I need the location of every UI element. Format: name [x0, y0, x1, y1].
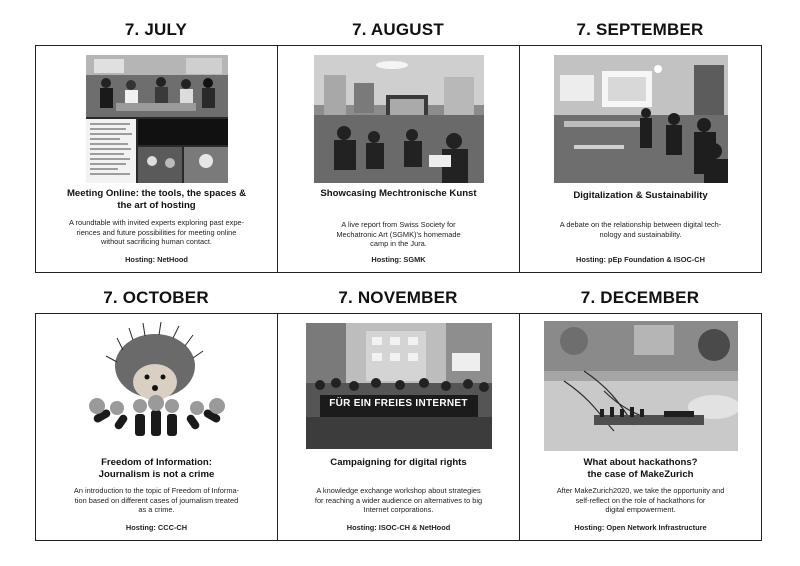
- event-hosting: Hosting: pEp Foundation & ISOC-CH: [576, 255, 705, 264]
- event-card-july: [35, 45, 278, 273]
- event-description: A knowledge exchange workshop about strategies for reaching a wider audience on alternatives to big Internet corporations.: [314, 486, 483, 515]
- event-hosting: Hosting: SGMK: [371, 255, 426, 264]
- event-card-december: [519, 313, 762, 541]
- banner-text: FÜR EIN FREIES INTERNET: [329, 398, 468, 409]
- event-description: An introduction to the topic of Freedom of Informa- tion based on different cases of journalism treated as a crime.: [73, 486, 240, 515]
- month-heading-november: 7. NOVEMBER: [338, 288, 458, 307]
- event-card-november: [277, 313, 520, 541]
- event-card-september: [519, 45, 762, 273]
- event-photo: [86, 55, 228, 183]
- event-hosting: Hosting: NetHood: [125, 255, 188, 264]
- event-description: After MakeZurich2020, we take the opportunity and self-reflect on the role of hackathons for digital empowerment.: [556, 486, 725, 515]
- event-title: Showcasing Mechtronische Kunst: [320, 188, 477, 199]
- event-description: A roundtable with invited experts exploring past expe- riences and future possibilities for meeting online without sacrificing human contact.: [68, 218, 244, 247]
- event-title: Digitalization & Sustainability: [573, 190, 708, 201]
- event-photo: [544, 321, 738, 451]
- event-title: Campaigning for digital rights: [330, 457, 467, 468]
- event-photo: [554, 55, 728, 183]
- event-hosting: Hosting: CCC-CH: [125, 523, 188, 532]
- event-photo: [314, 55, 484, 183]
- event-photo: [73, 320, 241, 452]
- month-heading-september: 7. SEPTEMBER: [576, 20, 704, 39]
- month-heading-october: 7. OCTOBER: [103, 288, 209, 307]
- event-description: A debate on the relationship between digital tech- nology and sustainability.: [559, 220, 722, 239]
- month-heading-july: 7. JULY: [124, 20, 188, 39]
- event-title: Freedom of Information: Journalism is not a crime: [98, 457, 215, 480]
- month-heading-december: 7. DECEMBER: [580, 288, 700, 307]
- month-heading-august: 7. AUGUST: [352, 20, 444, 39]
- event-description: A live report from Swiss Society for Mechatronic Art (SGMK)'s homemade camp in the Jura.: [336, 220, 461, 249]
- event-hosting: Hosting: Open Network Infrastructure: [574, 523, 707, 532]
- event-photo: [306, 323, 492, 449]
- event-title: Meeting Online: the tools, the spaces & the art of hosting: [66, 188, 247, 211]
- event-hosting: Hosting: ISOC-CH & NetHood: [346, 523, 451, 532]
- event-card-august: [277, 45, 520, 273]
- event-title: What about hackathons? the case of MakeZurich: [583, 457, 698, 480]
- event-card-october: [35, 313, 278, 541]
